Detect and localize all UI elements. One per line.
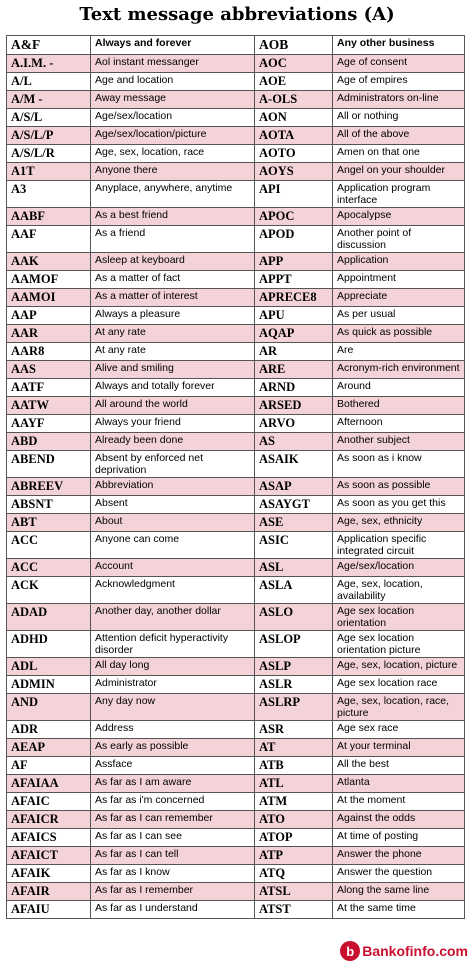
- abbreviation-cell: AOE: [255, 73, 333, 91]
- meaning-cell: As far as I know: [91, 865, 255, 883]
- abbreviation-cell: AAMOI: [7, 289, 91, 307]
- abbreviations-table: [6, 35, 465, 919]
- table-row: [7, 883, 465, 901]
- abbreviation-cell: API: [255, 181, 333, 208]
- table-row: [7, 865, 465, 883]
- meaning-cell: Are: [333, 343, 465, 361]
- abbreviation-cell: ASLR: [255, 676, 333, 694]
- meaning-cell: As soon as i know: [333, 451, 465, 478]
- meaning-cell: All or nothing: [333, 109, 465, 127]
- abbreviation-cell: ABREEV: [7, 478, 91, 496]
- table-row: [7, 559, 465, 577]
- abbreviation-cell: AF: [7, 757, 91, 775]
- meaning-cell: At your terminal: [333, 739, 465, 757]
- brand-name: Bankofinfo.com: [362, 943, 468, 959]
- meaning-cell: Age, sex, location, race, picture: [333, 694, 465, 721]
- table-row: [7, 55, 465, 73]
- table-row: [7, 721, 465, 739]
- abbreviation-cell: A/L: [7, 73, 91, 91]
- abbreviation-cell: AFAICT: [7, 847, 91, 865]
- abbreviation-cell: APRECE8: [255, 289, 333, 307]
- meaning-cell: Asleep at keyboard: [91, 253, 255, 271]
- abbreviation-cell: AS: [255, 433, 333, 451]
- table-header-row: [7, 36, 465, 55]
- abbreviation-cell: ADAD: [7, 604, 91, 631]
- meaning-cell: Aol instant messanger: [91, 55, 255, 73]
- meaning-cell: Amen on that one: [333, 145, 465, 163]
- meaning-cell: Apocalypse: [333, 208, 465, 226]
- abbreviation-cell: AT: [255, 739, 333, 757]
- meaning-cell: At time of posting: [333, 829, 465, 847]
- meaning-cell: Address: [91, 721, 255, 739]
- meaning-cell: Acronym-rich environment: [333, 361, 465, 379]
- meaning-cell: Afternoon: [333, 415, 465, 433]
- meaning-cell: Age sex race: [333, 721, 465, 739]
- meaning-cell: Atlanta: [333, 775, 465, 793]
- table-row: [7, 289, 465, 307]
- abbreviation-cell: ARND: [255, 379, 333, 397]
- abbreviation-cell: AAK: [7, 253, 91, 271]
- meaning-cell: As a matter of interest: [91, 289, 255, 307]
- meaning-cell: Age, sex, location, race: [91, 145, 255, 163]
- meaning-cell: Always and totally forever: [91, 379, 255, 397]
- abbreviation-cell: APU: [255, 307, 333, 325]
- meaning-cell: As a best friend: [91, 208, 255, 226]
- meaning-cell: All day long: [91, 658, 255, 676]
- table-row: [7, 226, 465, 253]
- meaning-cell: Absent by enforced net deprivation: [91, 451, 255, 478]
- abbreviation-cell: ASLO: [255, 604, 333, 631]
- abbreviation-cell: A3: [7, 181, 91, 208]
- meaning-cell: Against the odds: [333, 811, 465, 829]
- table-row: [7, 415, 465, 433]
- meaning-cell: All of the above: [333, 127, 465, 145]
- meaning-cell: As early as possible: [91, 739, 255, 757]
- meaning-cell: As far as i'm concerned: [91, 793, 255, 811]
- table-row: [7, 109, 465, 127]
- meaning-cell: Anyplace, anywhere, anytime: [91, 181, 255, 208]
- abbreviation-cell: ADR: [7, 721, 91, 739]
- table-row: [7, 739, 465, 757]
- abbreviation-cell: AAS: [7, 361, 91, 379]
- meaning-cell: As soon as possible: [333, 478, 465, 496]
- abbreviation-cell: AFAIC: [7, 793, 91, 811]
- abbreviation-cell: ASL: [255, 559, 333, 577]
- meaning-cell: Acknowledgment: [91, 577, 255, 604]
- meaning-cell: As far as I can see: [91, 829, 255, 847]
- abbreviation-cell: AAYF: [7, 415, 91, 433]
- meaning-cell: Administrators on-line: [333, 91, 465, 109]
- meaning-cell: Absent: [91, 496, 255, 514]
- table-row: [7, 514, 465, 532]
- meaning-cell: Along the same line: [333, 883, 465, 901]
- meaning-cell: Always a pleasure: [91, 307, 255, 325]
- meaning-cell: As quick as possible: [333, 325, 465, 343]
- meaning-cell: Another point of discussion: [333, 226, 465, 253]
- meaning-cell: Age sex location orientation: [333, 604, 465, 631]
- meaning-cell: As per usual: [333, 307, 465, 325]
- abbreviation-cell: ASE: [255, 514, 333, 532]
- abbreviation-cell: ATST: [255, 901, 333, 919]
- abbreviation-cell: APP: [255, 253, 333, 271]
- abbreviation-cell: ATQ: [255, 865, 333, 883]
- table-row: [7, 361, 465, 379]
- abbreviation-cell: AOTO: [255, 145, 333, 163]
- meaning-cell: Age and location: [91, 73, 255, 91]
- meaning-cell: Account: [91, 559, 255, 577]
- meaning-cell: Age/sex/location: [91, 109, 255, 127]
- abbreviation-cell: AR: [255, 343, 333, 361]
- abbreviation-cell: ATOP: [255, 829, 333, 847]
- table-row: [7, 145, 465, 163]
- meaning-cell: Assface: [91, 757, 255, 775]
- abbreviation-cell: ATSL: [255, 883, 333, 901]
- abbreviation-cell: AFAIU: [7, 901, 91, 919]
- table-row: [7, 91, 465, 109]
- abbreviation-cell: ATM: [255, 793, 333, 811]
- table-row: [7, 253, 465, 271]
- abbreviation-cell: ATB: [255, 757, 333, 775]
- meaning-cell: Age/sex/location/picture: [91, 127, 255, 145]
- meaning-cell: Age, sex, ethnicity: [333, 514, 465, 532]
- abbreviation-cell: ASIC: [255, 532, 333, 559]
- table-row: [7, 694, 465, 721]
- meaning-cell: Bothered: [333, 397, 465, 415]
- meaning-cell: Already been done: [91, 433, 255, 451]
- meaning-cell: Appointment: [333, 271, 465, 289]
- abbreviation-cell: A/M -: [7, 91, 91, 109]
- abbreviation-cell: AFAIR: [7, 883, 91, 901]
- meaning-cell: Answer the question: [333, 865, 465, 883]
- table-row: [7, 631, 465, 658]
- meaning-cell: All around the world: [91, 397, 255, 415]
- meaning-cell: At the same time: [333, 901, 465, 919]
- table-row: [7, 181, 465, 208]
- table-row: [7, 127, 465, 145]
- meaning-cell: Around: [333, 379, 465, 397]
- meaning-cell: At the moment: [333, 793, 465, 811]
- abbreviation-cell: ABD: [7, 433, 91, 451]
- meaning-cell: As far as I understand: [91, 901, 255, 919]
- abbreviation-cell: A/S/L: [7, 109, 91, 127]
- meaning-cell: Abbreviation: [91, 478, 255, 496]
- abbreviation-cell: A1T: [7, 163, 91, 181]
- meaning-cell: As soon as you get this: [333, 496, 465, 514]
- meaning-cell: Age of empires: [333, 73, 465, 91]
- meaning-cell: Age, sex, location, availability: [333, 577, 465, 604]
- meaning-cell: Administrator: [91, 676, 255, 694]
- abbreviation-cell: ADHD: [7, 631, 91, 658]
- abbreviation-cell: ABSNT: [7, 496, 91, 514]
- table-row: [7, 901, 465, 919]
- table-row: [7, 577, 465, 604]
- header-left-meaning: Always and forever: [91, 36, 255, 55]
- abbreviation-cell: ASAP: [255, 478, 333, 496]
- abbreviation-cell: ARE: [255, 361, 333, 379]
- meaning-cell: As far as I can tell: [91, 847, 255, 865]
- table-row: [7, 811, 465, 829]
- meaning-cell: Attention deficit hyperactivity disorder: [91, 631, 255, 658]
- abbreviation-cell: A-OLS: [255, 91, 333, 109]
- abbreviation-cell: AON: [255, 109, 333, 127]
- meaning-cell: Another subject: [333, 433, 465, 451]
- abbreviation-cell: AAR: [7, 325, 91, 343]
- abbreviation-cell: ADL: [7, 658, 91, 676]
- table-row: [7, 163, 465, 181]
- table-row: [7, 451, 465, 478]
- abbreviation-cell: APOC: [255, 208, 333, 226]
- meaning-cell: Away message: [91, 91, 255, 109]
- abbreviation-cell: AOYS: [255, 163, 333, 181]
- abbreviation-cell: ACC: [7, 559, 91, 577]
- meaning-cell: Application specific integrated circuit: [333, 532, 465, 559]
- abbreviation-cell: ADMIN: [7, 676, 91, 694]
- table-row: [7, 325, 465, 343]
- abbreviation-cell: AEAP: [7, 739, 91, 757]
- abbreviation-cell: ASR: [255, 721, 333, 739]
- abbreviation-cell: AOTA: [255, 127, 333, 145]
- abbreviation-cell: ATO: [255, 811, 333, 829]
- meaning-cell: At any rate: [91, 325, 255, 343]
- abbreviation-cell: AABF: [7, 208, 91, 226]
- table-row: [7, 307, 465, 325]
- abbreviation-cell: AND: [7, 694, 91, 721]
- abbreviation-cell: ATP: [255, 847, 333, 865]
- meaning-cell: Age sex location orientation picture: [333, 631, 465, 658]
- table-row: [7, 793, 465, 811]
- table-row: [7, 271, 465, 289]
- meaning-cell: Anyone can come: [91, 532, 255, 559]
- abbreviation-cell: AFAICR: [7, 811, 91, 829]
- table-row: [7, 847, 465, 865]
- table-row: [7, 208, 465, 226]
- table-row: [7, 775, 465, 793]
- abbreviation-cell: APPT: [255, 271, 333, 289]
- table-row: [7, 73, 465, 91]
- abbreviation-cell: AATF: [7, 379, 91, 397]
- table-row: [7, 496, 465, 514]
- abbreviation-cell: AFAIAA: [7, 775, 91, 793]
- meaning-cell: As far as I am aware: [91, 775, 255, 793]
- abbreviation-cell: ACK: [7, 577, 91, 604]
- table-row: [7, 478, 465, 496]
- abbreviation-cell: ACC: [7, 532, 91, 559]
- meaning-cell: At any rate: [91, 343, 255, 361]
- meaning-cell: As a matter of fact: [91, 271, 255, 289]
- meaning-cell: As far as I can remember: [91, 811, 255, 829]
- abbreviation-cell: ASLP: [255, 658, 333, 676]
- table-row: [7, 397, 465, 415]
- brand-logo-icon: b: [340, 941, 360, 961]
- abbreviation-cell: ATL: [255, 775, 333, 793]
- abbreviation-cell: ARVO: [255, 415, 333, 433]
- abbreviation-cell: AFAIK: [7, 865, 91, 883]
- meaning-cell: Always your friend: [91, 415, 255, 433]
- meaning-cell: Anyone there: [91, 163, 255, 181]
- footer-brand: [340, 941, 468, 961]
- abbreviation-cell: ABT: [7, 514, 91, 532]
- table-row: [7, 343, 465, 361]
- abbreviation-cell: AFAICS: [7, 829, 91, 847]
- table-row: [7, 379, 465, 397]
- abbreviation-cell: AAF: [7, 226, 91, 253]
- abbreviation-cell: AOC: [255, 55, 333, 73]
- abbreviation-cell: AAR8: [7, 343, 91, 361]
- table-row: [7, 532, 465, 559]
- meaning-cell: As a friend: [91, 226, 255, 253]
- meaning-cell: Any day now: [91, 694, 255, 721]
- table-body: [7, 55, 465, 919]
- header-right-meaning: Any other business: [333, 36, 465, 55]
- table-row: [7, 433, 465, 451]
- abbreviation-cell: APOD: [255, 226, 333, 253]
- meaning-cell: Alive and smiling: [91, 361, 255, 379]
- meaning-cell: Angel on your shoulder: [333, 163, 465, 181]
- header-left-abbr: A&F: [7, 36, 91, 55]
- abbreviation-cell: ASAIK: [255, 451, 333, 478]
- table-row: [7, 757, 465, 775]
- abbreviation-cell: AAMOF: [7, 271, 91, 289]
- abbreviation-cell: ASLRP: [255, 694, 333, 721]
- abbreviation-cell: ARSED: [255, 397, 333, 415]
- meaning-cell: About: [91, 514, 255, 532]
- abbreviation-cell: ASLA: [255, 577, 333, 604]
- meaning-cell: All the best: [333, 757, 465, 775]
- meaning-cell: Age sex location race: [333, 676, 465, 694]
- abbreviation-cell: ASAYGT: [255, 496, 333, 514]
- table-row: [7, 676, 465, 694]
- meaning-cell: Application: [333, 253, 465, 271]
- meaning-cell: Age of consent: [333, 55, 465, 73]
- meaning-cell: Age, sex, location, picture: [333, 658, 465, 676]
- meaning-cell: As far as I remember: [91, 883, 255, 901]
- abbreviation-cell: A/S/L/P: [7, 127, 91, 145]
- abbreviation-cell: ASLOP: [255, 631, 333, 658]
- table-row: [7, 604, 465, 631]
- meaning-cell: Age/sex/location: [333, 559, 465, 577]
- meaning-cell: Appreciate: [333, 289, 465, 307]
- abbreviation-cell: A/S/L/R: [7, 145, 91, 163]
- meaning-cell: Application program interface: [333, 181, 465, 208]
- table-row: [7, 658, 465, 676]
- abbreviation-cell: AAP: [7, 307, 91, 325]
- page-title: Text message abbreviations (A): [79, 4, 395, 25]
- abbreviation-cell: A.I.M. -: [7, 55, 91, 73]
- abbreviation-cell: AATW: [7, 397, 91, 415]
- header-right-abbr: AOB: [255, 36, 333, 55]
- meaning-cell: Answer the phone: [333, 847, 465, 865]
- abbreviation-cell: AQAP: [255, 325, 333, 343]
- table-row: [7, 829, 465, 847]
- abbreviation-cell: ABEND: [7, 451, 91, 478]
- meaning-cell: Another day, another dollar: [91, 604, 255, 631]
